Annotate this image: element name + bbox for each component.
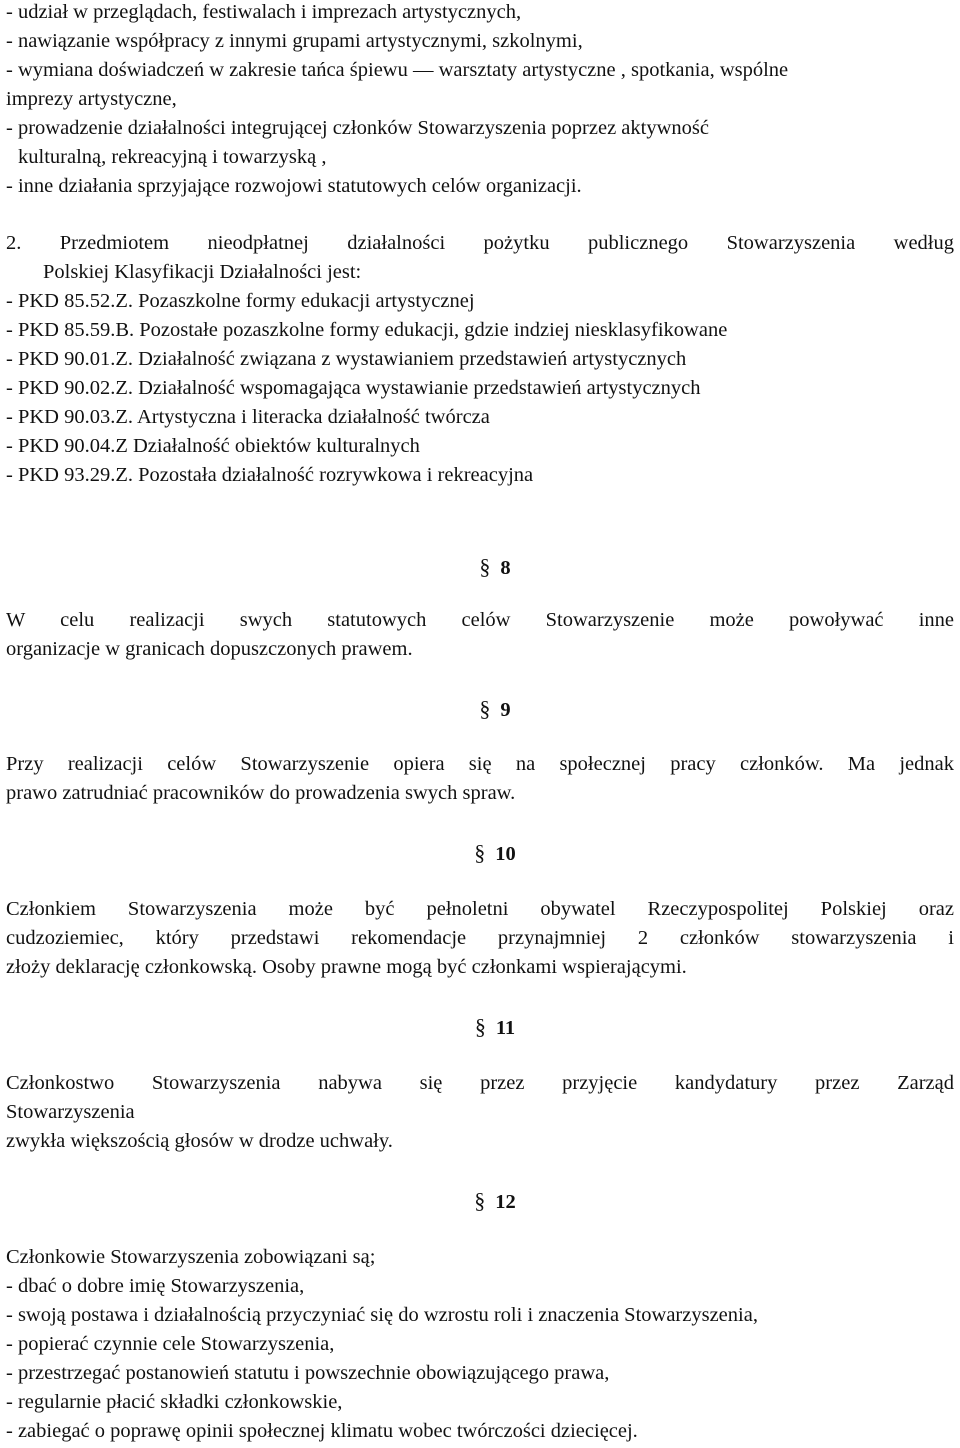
section-heading-9 xyxy=(0,694,960,724)
section-number: 9 xyxy=(500,699,511,721)
section-12-line: - zabiegać o poprawę opinii społecznej klimatu wobec twórczości dziecięcej. xyxy=(6,1420,638,1442)
pkd-item: - PKD 90.04.Z Działalność obiektów kulturalnych xyxy=(6,435,420,457)
section-symbol: § xyxy=(474,1188,486,1213)
intro-line: - wymiana doświadczeń w zakresie tańca śpiewu — warsztaty artystyczne , spotkania, wspólne xyxy=(6,59,789,81)
section-symbol: § xyxy=(474,840,486,865)
section-9-line: prawo zatrudniać pracowników do prowadzenia swych spraw. xyxy=(6,782,516,804)
section-heading-10 xyxy=(0,838,960,868)
section-symbol: § xyxy=(479,696,491,721)
section-11-line: Członkostwo Stowarzyszenia nabywa się przez przyjęcie kandydatury przez Zarząd xyxy=(6,1072,954,1094)
section-12-line: - regularnie płacić składki członkowskie, xyxy=(6,1391,343,1413)
pkd-item: - PKD 85.52.Z. Pozaszkolne formy edukacji artystycznej xyxy=(6,290,475,312)
section-11-line: zwykła większością głosów w drodze uchwały. xyxy=(6,1130,393,1152)
intro-line: kulturalną, rekreacyjną i towarzyską , xyxy=(18,146,327,168)
intro-line: - udział w przeglądach, festiwalach i imprezach artystycznych, xyxy=(6,1,522,23)
pkd-item: - PKD 93.29.Z. Pozostała działalność rozrywkowa i rekreacyjna xyxy=(6,464,534,486)
section-8-line: W celu realizacji swych statutowych celów Stowarzyszenie może powoływać inne xyxy=(6,609,954,631)
point2-line2: Polskiej Klasyfikacji Działalności jest: xyxy=(43,261,362,283)
intro-line: - prowadzenie działalności integrującej członków Stowarzyszenia poprzez aktywność xyxy=(6,117,709,139)
section-number: 8 xyxy=(500,557,511,579)
section-12-line: - przestrzegać postanowień statutu i powszechnie obowiązującego prawa, xyxy=(6,1362,610,1384)
section-12-line: Członkowie Stowarzyszenia zobowiązani są; xyxy=(6,1246,376,1268)
pkd-item: - PKD 90.03.Z. Artystyczna i literacka działalność twórcza xyxy=(6,406,490,428)
intro-line: imprezy artystyczne, xyxy=(6,88,177,110)
section-10-line: Członkiem Stowarzyszenia może być pełnoletni obywatel Rzeczypospolitej Polskiej oraz xyxy=(6,898,954,920)
pkd-item: - PKD 90.02.Z. Działalność wspomagająca wystawianie przedstawień artystycznych xyxy=(6,377,701,399)
section-heading-11 xyxy=(0,1012,960,1042)
section-8-line: organizacje w granicach dopuszczonych prawem. xyxy=(6,638,413,660)
section-12-line: - popierać czynnie cele Stowarzyszenia, xyxy=(6,1333,335,1355)
section-12-line: - dbać o dobre imię Stowarzyszenia, xyxy=(6,1275,305,1297)
pkd-item: - PKD 85.59.B. Pozostałe pozaszkolne formy edukacji, gdzie indziej niesklasyfikowane xyxy=(6,319,728,341)
section-symbol: § xyxy=(474,1014,486,1039)
section-12-line: - swoją postawa i działalnością przyczyniać się do wzrostu roli i znaczenia Stowarzyszenia, xyxy=(6,1304,758,1326)
section-number: 11 xyxy=(495,1017,516,1039)
section-number: 10 xyxy=(495,843,516,865)
section-symbol: § xyxy=(479,554,491,579)
section-number: 12 xyxy=(495,1191,516,1213)
pkd-item: - PKD 90.01.Z. Działalność związana z wystawianiem przedstawień artystycznych xyxy=(6,348,687,370)
intro-line: - nawiązanie współpracy z innymi grupami artystycznymi, szkolnymi, xyxy=(6,30,583,52)
section-11-line: Stowarzyszenia xyxy=(6,1101,135,1123)
section-heading-8 xyxy=(0,552,960,582)
point2-line1: 2. Przedmiotem nieodpłatnej działalności pożytku publicznego Stowarzyszenia według xyxy=(6,232,954,254)
section-10-line: cudzoziemiec, który przedstawi rekomendacje przynajmniej 2 członków stowarzyszenia i xyxy=(6,927,954,949)
section-10-line: złoży deklarację członkowską. Osoby prawne mogą być członkami wspierającymi. xyxy=(6,956,687,978)
section-heading-12 xyxy=(0,1186,960,1216)
section-9-line: Przy realizacji celów Stowarzyszenie opiera się na społecznej pracy członków. Ma jednak xyxy=(6,753,954,775)
intro-line: - inne działania sprzyjające rozwojowi statutowych celów organizacji. xyxy=(6,175,582,197)
